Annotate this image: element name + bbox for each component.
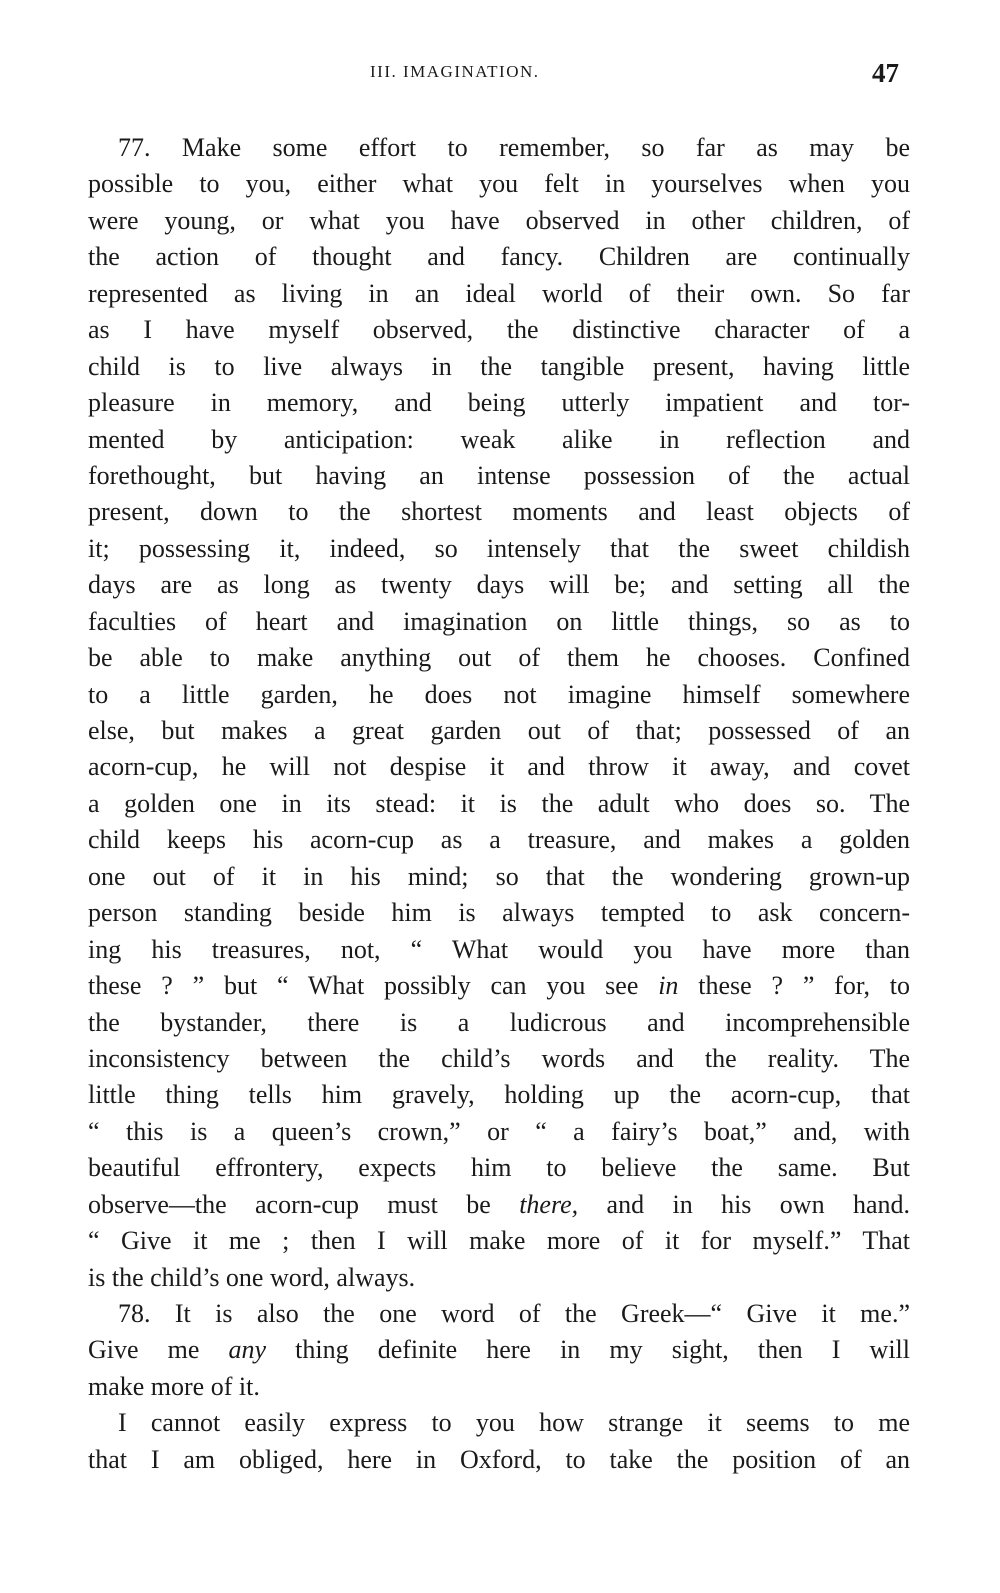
running-title: III. IMAGINATION. [370, 62, 540, 81]
text-line: as I have myself observed, the distinctive character of a [88, 315, 910, 345]
text-line: ing his treasures, not, “ What would you have more than [88, 934, 910, 964]
text-line: beautiful effrontery, expects him to believe the same. But [88, 1153, 910, 1183]
text-line: Give me any thing definite here in my sight, then I will [88, 1335, 910, 1365]
text-line: one out of it in his mind; so that the wondering grown-up [88, 861, 910, 891]
italic-emphasis: there, [519, 1189, 579, 1219]
page-number: 47 [872, 58, 899, 88]
text-line: forethought, but having an intense possession of the actual [88, 460, 910, 490]
italic-emphasis: in [658, 971, 679, 1001]
text-line: these ? ” but “ What possibly can you see in these ? ” for, to [88, 971, 910, 1001]
text-line: observe—the acorn-cup must be there, and in his own hand. [88, 1189, 911, 1219]
text-line: pleasure in memory, and being utterly impatient and tor- [88, 388, 910, 418]
text-line: child keeps his acorn-cup as a treasure, and makes a golden [88, 825, 910, 855]
text-line: the action of thought and fancy. Children are continually [88, 242, 910, 272]
text-line: present, down to the shortest moments and least objects of [88, 497, 910, 527]
text-line: make more of it. [88, 1371, 260, 1401]
text-line: else, but makes a great garden out of that; possessed of an [88, 716, 910, 745]
text-line: mented by anticipation: weak alike in reflection and [88, 424, 910, 454]
text-line: faculties of heart and imagination on little things, so as to [88, 606, 910, 636]
text-line: that I am obliged, here in Oxford, to take the position of an [88, 1444, 910, 1474]
text-line: days are as long as twenty days will be; and setting all the [88, 570, 910, 600]
text-line: I cannot easily express to you how strange it seems to me [118, 1408, 910, 1438]
text-line: 77. Make some effort to remember, so far as may be [118, 133, 910, 162]
text-line: 78. It is also the one word of the Greek—“ Give it me.” [118, 1299, 910, 1328]
text-line: to a little garden, he does not imagine himself somewhere [88, 679, 910, 709]
text-line: a golden one in its stead: it is the adult who does so. The [88, 788, 910, 818]
text-line: were young, or what you have observed in other children, of [88, 205, 910, 235]
text-line: little thing tells him gravely, holding up the acorn-cup, that [88, 1080, 910, 1110]
text-line: possible to you, either what you felt in yourselves when you [88, 169, 910, 199]
text-line: acorn-cup, he will not despise it and throw it away, and covet [88, 752, 910, 782]
text-line: “ Give it me ; then I will make more of it for myself.” That [88, 1226, 910, 1256]
page-header [0, 58, 1000, 88]
text-line: be able to make anything out of them he chooses. Confined [88, 643, 910, 673]
text-line: is the child’s one word, always. [88, 1262, 416, 1292]
text-line: it; possessing it, indeed, so intensely that the sweet childish [88, 533, 910, 563]
text-line: child is to live always in the tangible present, having little [88, 351, 910, 381]
text-line: represented as living in an ideal world of their own. So far [88, 278, 910, 308]
text-line: inconsistency between the child’s words and the reality. The [88, 1043, 910, 1073]
text-line: the bystander, there is a ludicrous and incomprehensible [88, 1007, 910, 1037]
text-line: person standing beside him is always tempted to ask concern- [88, 898, 910, 928]
italic-emphasis: any [228, 1335, 267, 1365]
body-text [88, 130, 910, 1478]
text-line: “ this is a queen’s crown,” or “ a fairy’s boat,” and, with [88, 1116, 910, 1146]
